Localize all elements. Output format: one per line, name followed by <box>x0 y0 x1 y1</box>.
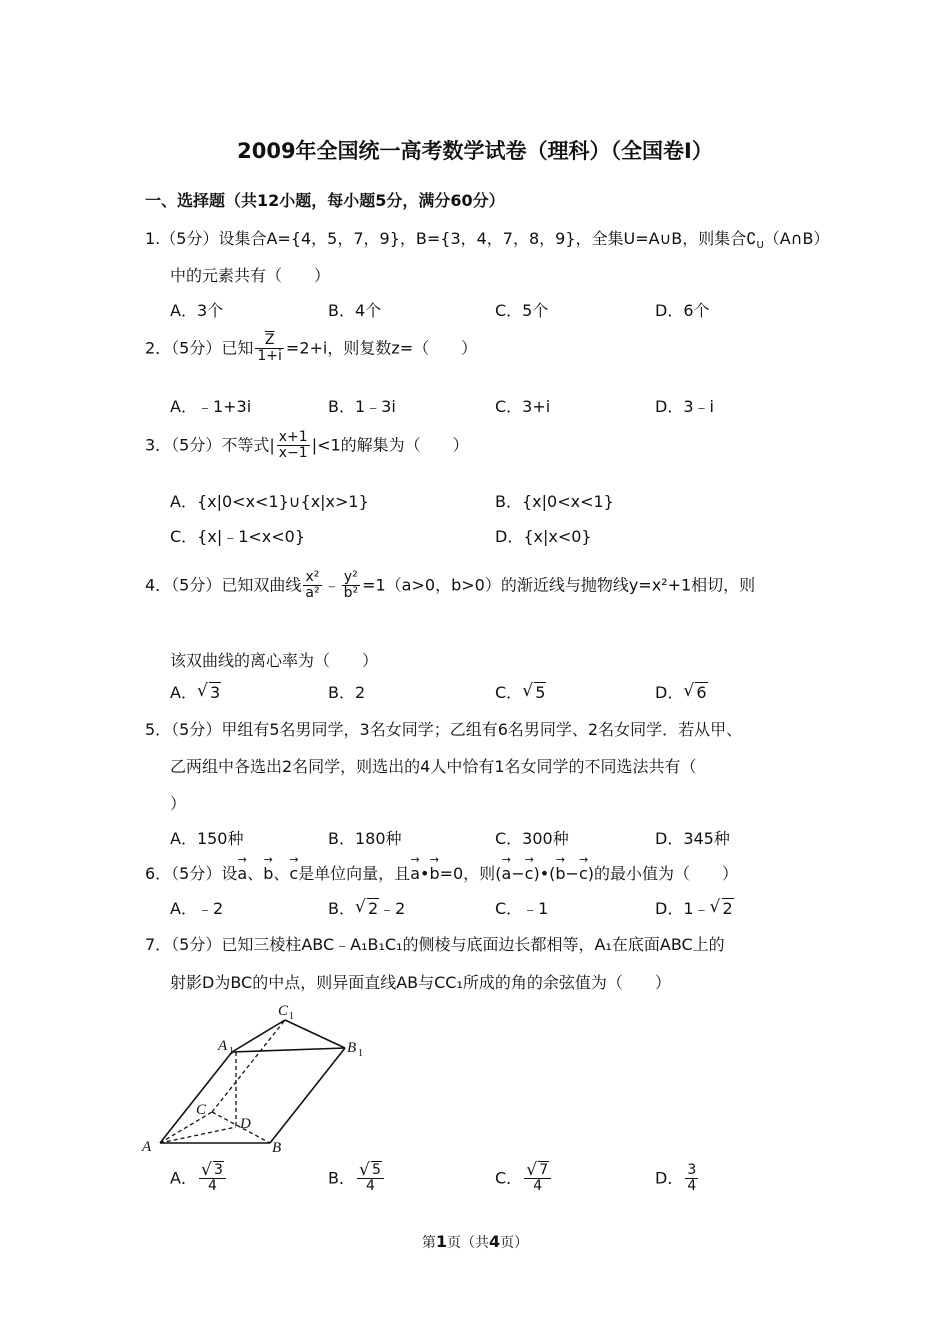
q4-option-c[interactable] <box>495 680 546 703</box>
q7-b-den: 4 <box>365 1178 375 1195</box>
q4-d-label: D． <box>655 683 684 702</box>
section-heading: 一、选择题（共12小题，每小题5分，满分60分） <box>145 191 505 210</box>
page-footer <box>0 1232 950 1252</box>
abs-bar-left: | <box>269 435 275 455</box>
vector-c: → c <box>579 864 588 883</box>
q4-minus: ﹣ <box>323 575 340 595</box>
page-title: 2009年全国统一高考数学试卷（理科）（全国卷Ⅰ） <box>237 139 713 163</box>
q2-frac-num: $\overline{Z}$ <box>255 333 284 349</box>
question-4-line-1 <box>145 570 755 602</box>
q1-option-c[interactable]: C．5个 <box>495 301 549 320</box>
q6-b-tail: ﹣2 <box>379 899 406 918</box>
q5-option-b[interactable]: B．180种 <box>328 829 402 848</box>
q3-option-b[interactable]: B．{x|0<x<1} <box>495 492 614 511</box>
vector-b: → b <box>429 864 439 883</box>
question-2 <box>145 333 477 365</box>
q6-suffix: 的最小值为（ ） <box>593 864 738 883</box>
q6-mid2: =0，则 <box>439 864 496 883</box>
q2-suffix: =2+i，则复数z=（ ） <box>285 338 478 358</box>
q4-fraction-2 <box>342 570 361 602</box>
edge-c1b1 <box>285 1020 345 1048</box>
q3-fraction <box>277 430 310 462</box>
edge-bb1 <box>270 1048 345 1143</box>
q7-d-den: 4 <box>687 1178 697 1195</box>
q7-d-fraction <box>685 1163 698 1195</box>
q4-c-radicand: 5 <box>535 683 546 702</box>
q1-option-b[interactable]: B．4个 <box>328 301 382 320</box>
q2-option-a[interactable]: A．﹣1+3i <box>170 397 252 416</box>
q6-b-radicand: 2 <box>367 899 379 918</box>
question-5-line-2: 乙两组中各选出2名同学，则选出的4人中恰有1名女同学的不同选法共有（ <box>170 757 697 776</box>
q7-option-d[interactable] <box>655 1163 700 1195</box>
sqrt-symbol <box>710 899 734 918</box>
q6-prefix: 6．（5分）设 <box>145 864 238 883</box>
sqrt-symbol <box>526 1163 549 1178</box>
q6-option-c[interactable]: C．﹣1 <box>495 899 549 918</box>
q7-option-a[interactable] <box>170 1163 228 1195</box>
footer-page-number: 1 <box>435 1232 447 1251</box>
q2-prefix: 2．（5分）已知 <box>145 338 254 358</box>
label-b1-sub: 1 <box>358 1048 363 1059</box>
label-a: A <box>142 1139 152 1155</box>
sqrt-symbol <box>359 1163 382 1178</box>
q6-mid1: 是单位向量，且 <box>298 864 411 883</box>
q7-c-fraction <box>524 1163 551 1195</box>
question-7-line-2: 射影D为BC的中点，则异面直线AB与CC₁所成的角的余弦值为（ ） <box>170 973 671 992</box>
footer-post: 页） <box>500 1235 529 1251</box>
q4-option-a[interactable] <box>170 680 221 703</box>
q3-option-c[interactable]: C．{x|﹣1<x<0} <box>170 527 306 546</box>
q3-option-d[interactable]: D．{x|x<0} <box>495 527 592 546</box>
sqrt-symbol <box>197 683 221 702</box>
q1-subscript: U <box>756 240 764 252</box>
question-4-line-2: 该双曲线的离心率为（ ） <box>170 651 379 670</box>
edge-cc1 <box>212 1020 285 1112</box>
vector-c: → c <box>525 864 534 883</box>
prism-figure <box>140 1000 380 1160</box>
footer-total-pages: 4 <box>489 1232 501 1251</box>
q2-fraction <box>255 333 284 365</box>
q7-a-den: 4 <box>207 1178 217 1195</box>
q2-option-c[interactable]: C．3+i <box>495 397 551 416</box>
q4-suffix: =1（a>0，b>0）的渐近线与抛物线y=x²+1相切，则 <box>362 575 756 595</box>
sqrt-symbol <box>355 899 379 918</box>
q3-frac-den: x−1 <box>278 445 308 462</box>
q7-b-label: B． <box>328 1168 355 1188</box>
footer-mid: 页（共 <box>447 1235 489 1251</box>
q7-option-c[interactable] <box>495 1163 553 1195</box>
question-1-line-1 <box>145 226 829 251</box>
q3-option-a[interactable]: A．{x|0<x<1}∪{x|x>1} <box>170 492 369 511</box>
q4-f1-den: a² <box>305 585 320 602</box>
q4-option-d[interactable] <box>655 680 708 703</box>
question-1-line-2: 中的元素共有（ ） <box>170 266 331 285</box>
q3-prefix: 3．（5分）不等式 <box>145 435 270 455</box>
q7-a-fraction <box>199 1163 226 1195</box>
q4-option-b[interactable]: B．2 <box>328 683 366 702</box>
q1-option-a[interactable]: A．3个 <box>170 301 224 320</box>
q6-option-b[interactable] <box>328 896 405 919</box>
question-7-line-1: 7．（5分）已知三棱柱ABC﹣A₁B₁C₁的侧棱与底面边长都相等，A₁在底面ABC上的 <box>145 935 725 954</box>
q4-c-label: C． <box>495 683 523 702</box>
q4-a-label: A． <box>170 683 197 702</box>
q7-d-label: D． <box>655 1168 684 1188</box>
q2-frac-den: 1+i <box>257 348 282 365</box>
question-5-line-1: 5．（5分）甲组有5名男同学，3名女同学；乙组有6名男同学、2名女同学．若从甲、 <box>145 720 743 739</box>
label-c: C <box>196 1102 207 1118</box>
q4-f1-num: x² <box>303 570 321 586</box>
q4-fraction-1 <box>303 570 321 602</box>
q7-a-label: A． <box>170 1168 197 1188</box>
label-b: B <box>272 1140 282 1156</box>
q2-option-b[interactable]: B．1﹣3i <box>328 397 396 416</box>
q7-b-fraction <box>357 1163 384 1195</box>
q6-b-label: B． <box>328 899 355 918</box>
q6-d-label: D．1﹣ <box>655 899 710 918</box>
label-c1: C <box>278 1003 289 1019</box>
q5-option-d[interactable]: D．345种 <box>655 829 730 848</box>
vector-b: → b <box>263 864 273 883</box>
q1-option-d[interactable]: D．6个 <box>655 301 710 320</box>
question-5-line-3: ） <box>170 794 187 813</box>
label-a1: A <box>218 1038 228 1054</box>
q7-d-num: 3 <box>687 1162 697 1178</box>
edge-a1c1 <box>232 1020 285 1052</box>
footer-pre: 第 <box>421 1235 436 1251</box>
sqrt-symbol <box>201 1163 224 1178</box>
q4-a-radicand: 3 <box>209 683 221 702</box>
vector-b: → b <box>555 864 565 883</box>
q6-option-d[interactable] <box>655 896 734 919</box>
question-6: 6．（5分）设→ a、→ b、→ c是单位向量，且→ a•→ b=0，则(→ a−→ c)•(→ b−→ c)的最小值为（ ） <box>145 861 738 884</box>
label-c1-sub: 1 <box>289 1011 294 1022</box>
vector-c: → c <box>289 864 298 883</box>
vector-a: → a <box>501 864 511 883</box>
q4-f2-den: b² <box>343 585 359 602</box>
q1-text: 1.（5分）设集合A={4，5，7，9}，B={3，4，7，8，9}，全集U=A∪B，则集合∁ <box>145 229 757 248</box>
edge-aa1 <box>160 1052 232 1143</box>
q4-f2-num: y² <box>342 570 361 586</box>
abs-bar-right: | <box>311 435 318 455</box>
sqrt-symbol <box>522 683 546 702</box>
edge-a1b1 <box>232 1048 345 1052</box>
q6-d-radicand: 2 <box>722 899 733 918</box>
label-a1-sub: 1 <box>229 1046 234 1057</box>
vector-a: → a <box>237 864 247 883</box>
q3-frac-num: x+1 <box>278 429 308 445</box>
label-d: D <box>240 1116 251 1132</box>
vector-a: → a <box>410 864 420 883</box>
q7-a-num: 3 <box>213 1162 223 1178</box>
question-3 <box>145 430 469 462</box>
q7-c-label: C． <box>495 1168 523 1188</box>
q7-c-num: 7 <box>539 1162 549 1178</box>
q1-text-end: （A∩B） <box>763 229 830 248</box>
sqrt-symbol <box>683 683 707 702</box>
q7-option-b[interactable] <box>328 1163 386 1195</box>
q7-c-den: 4 <box>533 1178 543 1195</box>
q7-b-num: 5 <box>371 1162 381 1178</box>
q2-option-d[interactable]: D．3﹣i <box>655 397 714 416</box>
q4-prefix: 4．（5分）已知双曲线 <box>145 575 302 595</box>
q5-option-c[interactable]: C．300种 <box>495 829 569 848</box>
q5-option-a[interactable]: A．150种 <box>170 829 244 848</box>
q6-option-a[interactable]: A．﹣2 <box>170 899 224 918</box>
label-b1: B <box>347 1040 357 1056</box>
q3-suffix: <1的解集为（ ） <box>317 435 469 455</box>
q4-d-radicand: 6 <box>696 683 707 702</box>
